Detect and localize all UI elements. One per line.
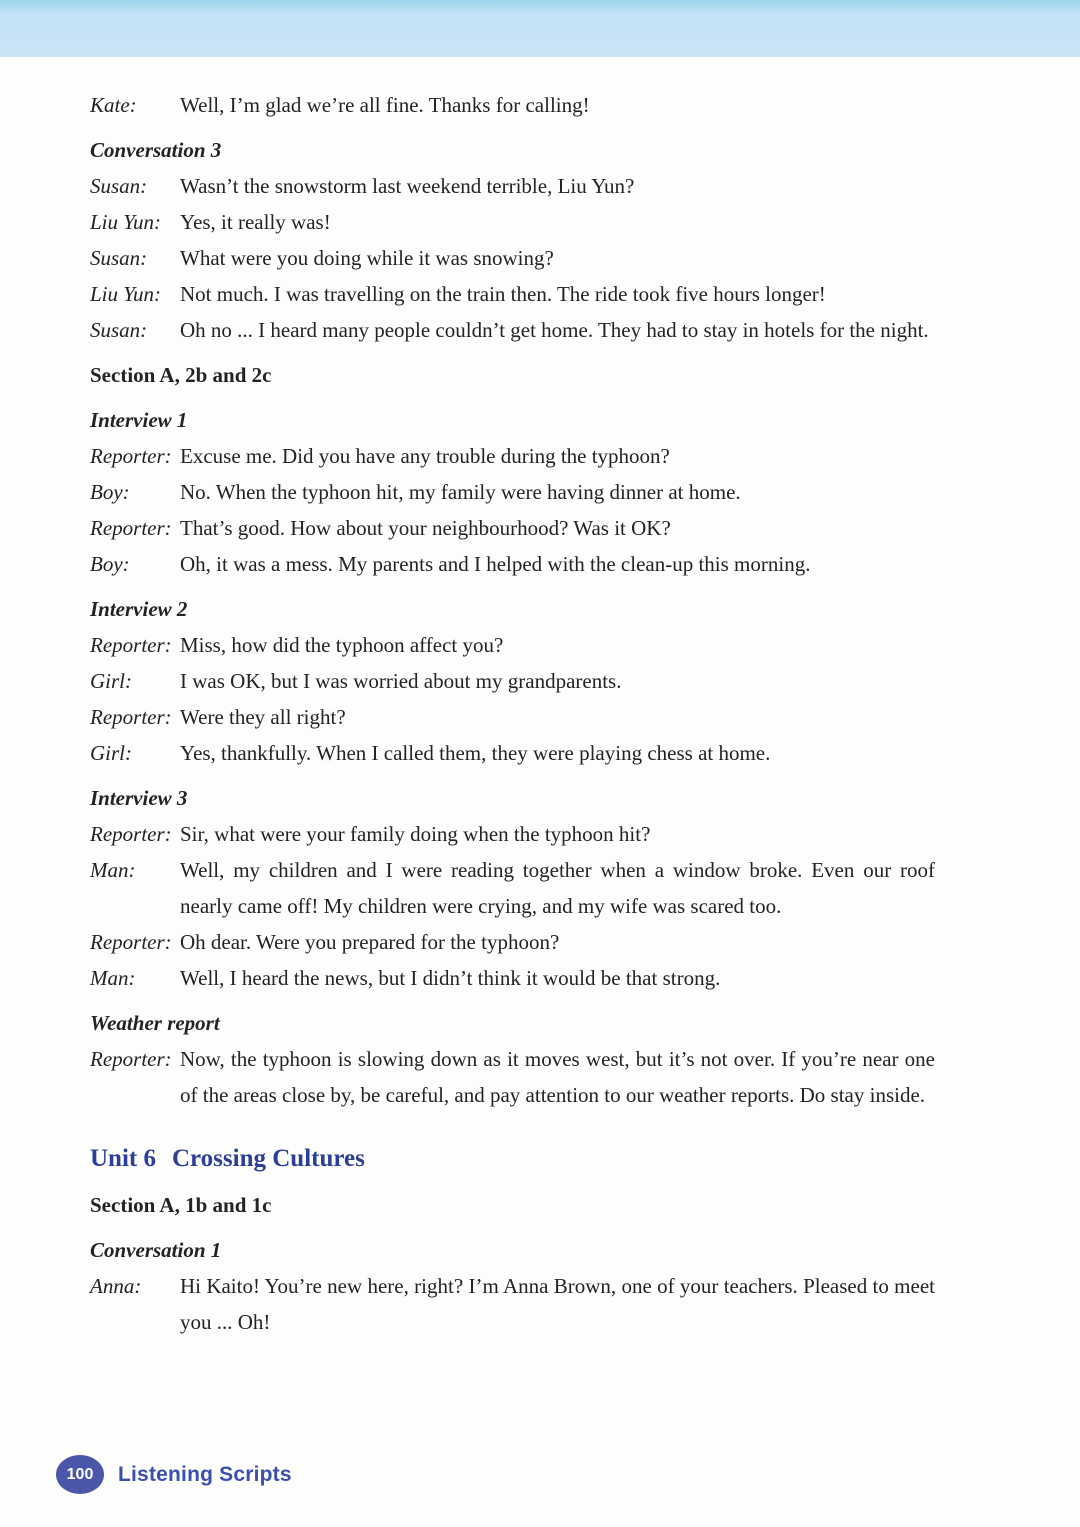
subsection-heading: Interview 2 [90, 597, 188, 621]
dialogue-row [90, 276, 935, 312]
dialogue-text: Well, I’m glad we’re all fine. Thanks for calling! [180, 93, 590, 117]
dialogue-row [90, 627, 935, 663]
dialogue-row [90, 699, 935, 735]
dialogue-text: Wasn’t the snowstorm last weekend terrible, Liu Yun? [180, 174, 635, 198]
speaker-label: Boy: [90, 480, 130, 504]
dialogue-row [90, 924, 935, 960]
subsection-heading: Conversation 3 [90, 138, 222, 162]
speaker-label: Reporter: [90, 930, 172, 954]
dialogue-text: Sir, what were your family doing when the typhoon hit? [180, 822, 651, 846]
page-footer [56, 1455, 292, 1494]
dialogue-text: Not much. I was travelling on the train then. The ride took five hours longer! [180, 282, 826, 306]
speaker-label: Reporter: [90, 444, 172, 468]
dialogue-row [90, 546, 935, 582]
dialogue-row [90, 663, 935, 699]
speaker-label: Liu Yun: [90, 210, 162, 234]
page-number: 100 [66, 1465, 94, 1483]
unit-title: Crossing Cultures [171, 1145, 365, 1172]
dialogue-row [90, 510, 935, 546]
dialogue-text: No. When the typhoon hit, my family were having dinner at home. [180, 480, 741, 504]
subsection-heading: Conversation 1 [90, 1238, 222, 1262]
speaker-label: Girl: [90, 669, 132, 693]
unit-heading [90, 1140, 935, 1178]
dialogue-row [90, 1268, 935, 1340]
dialogue-text: Miss, how did the typhoon affect you? [180, 633, 504, 657]
speaker-label: Reporter: [90, 516, 172, 540]
dialogue-text: Yes, it really was! [180, 210, 331, 234]
speaker-label: Susan: [90, 174, 148, 198]
dialogue-text: Hi Kaito! You’re new here, right? I’m Anna Brown, one of your teachers. Pleased to meet you ... Oh! [180, 1274, 935, 1334]
dialogue-row [90, 960, 935, 996]
speaker-label: Susan: [90, 318, 148, 342]
page-number-badge [56, 1455, 104, 1494]
section-heading: Section A, 2b and 2c [90, 363, 272, 387]
speaker-label: Reporter: [90, 1047, 172, 1071]
dialogue-row [90, 816, 935, 852]
speaker-label: Man: [90, 966, 136, 990]
dialogue-row [90, 168, 935, 204]
dialogue-text: What were you doing while it was snowing? [180, 246, 554, 270]
listening-scripts-content [0, 57, 1080, 1340]
dialogue-text: I was OK, but I was worried about my grandparents. [180, 669, 622, 693]
dialogue-text: Well, I heard the news, but I didn’t think it would be that strong. [180, 966, 721, 990]
footer-section-label: Listening Scripts [118, 1462, 292, 1486]
speaker-label: Reporter: [90, 822, 172, 846]
dialogue-row [90, 438, 935, 474]
speaker-label: Reporter: [90, 633, 172, 657]
subsection-heading: Interview 1 [90, 408, 188, 432]
dialogue-row [90, 852, 935, 924]
subsection-heading: Interview 3 [90, 786, 188, 810]
dialogue-row [90, 87, 935, 123]
dialogue-row [90, 735, 935, 771]
dialogue-row [90, 240, 935, 276]
speaker-label: Man: [90, 858, 136, 882]
dialogue-row [90, 1041, 935, 1113]
dialogue-row [90, 474, 935, 510]
speaker-label: Girl: [90, 741, 132, 765]
subsection-heading: Weather report [90, 1011, 220, 1035]
dialogue-text: That’s good. How about your neighbourhood? Was it OK? [180, 516, 671, 540]
dialogue-text: Were they all right? [180, 705, 346, 729]
unit-number: Unit 6 [90, 1145, 156, 1172]
speaker-label: Liu Yun: [90, 282, 162, 306]
dialogue-text: Oh dear. Were you prepared for the typhoon? [180, 930, 560, 954]
dialogue-text: Now, the typhoon is slowing down as it moves west, but it’s not over. If you’re near one of the areas close by, be careful, and pay attention to our weather reports. Do stay inside. [180, 1047, 935, 1107]
dialogue-row [90, 204, 935, 240]
speaker-label: Reporter: [90, 705, 172, 729]
dialogue-text: Oh no ... I heard many people couldn’t get home. They had to stay in hotels for the night. [180, 318, 929, 342]
speaker-label: Kate: [90, 93, 137, 117]
speaker-label: Anna: [90, 1274, 142, 1298]
dialogue-text: Well, my children and I were reading together when a window broke. Even our roof nearly came off! My children were crying, and my wife was scared too. [180, 858, 935, 918]
speaker-label: Boy: [90, 552, 130, 576]
dialogue-text: Oh, it was a mess. My parents and I helped with the clean-up this morning. [180, 552, 811, 576]
section-heading: Section A, 1b and 1c [90, 1193, 272, 1217]
dialogue-text: Yes, thankfully. When I called them, they were playing chess at home. [180, 741, 771, 765]
dialogue-text: Excuse me. Did you have any trouble during the typhoon? [180, 444, 670, 468]
header-band [0, 0, 1080, 57]
speaker-label: Susan: [90, 246, 148, 270]
dialogue-row [90, 312, 935, 348]
